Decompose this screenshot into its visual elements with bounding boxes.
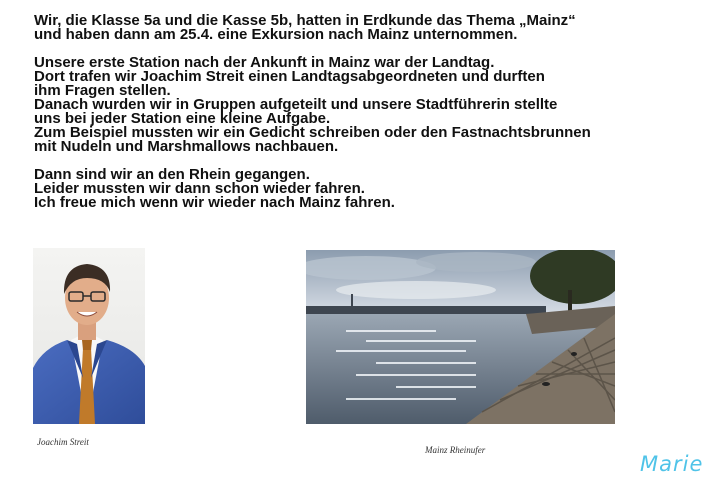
portrait-caption: Joachim Streit (37, 437, 89, 447)
text-line: und haben dann am 25.4. eine Exkursion nach Mainz unternommen. (34, 26, 518, 43)
text-line: Dort trafen wir Joachim Streit einen Landtagsabgeordneten und durften (34, 68, 545, 85)
rhine-photo (306, 250, 615, 424)
portrait-photo (33, 248, 145, 424)
text-line: Danach wurden wir in Gruppen aufgeteilt und unsere Stadtführerin stellte (34, 96, 558, 113)
text-line: Wir, die Klasse 5a und die Kasse 5b, hatten in Erdkunde das Thema „Mainz“ (34, 12, 576, 29)
text-line: Unsere erste Station nach der Ankunft in Mainz war der Landtag. (34, 54, 495, 71)
text-line: uns bei jeder Station eine kleine Aufgabe. (34, 110, 331, 127)
author-signature: Marie (640, 452, 704, 476)
text-line: ihm Fragen stellen. (34, 82, 171, 99)
text-line: mit Nudeln und Marshmallows nachbauen. (34, 138, 339, 155)
text-line: Leider mussten wir dann schon wieder fahren. (34, 180, 365, 197)
article-text (34, 14, 706, 224)
rhine-caption: Mainz Rheinufer (425, 445, 486, 455)
paragraph-2 (34, 56, 706, 154)
text-line: Ich freue mich wenn wir wieder nach Mainz fahren. (34, 194, 395, 211)
text-line: Zum Beispiel mussten wir ein Gedicht schreiben oder den Fastnachtsbrunnen (34, 124, 591, 141)
text-line: Dann sind wir an den Rhein gegangen. (34, 166, 310, 183)
paragraph-3 (34, 168, 706, 210)
paragraph-1 (34, 14, 706, 42)
